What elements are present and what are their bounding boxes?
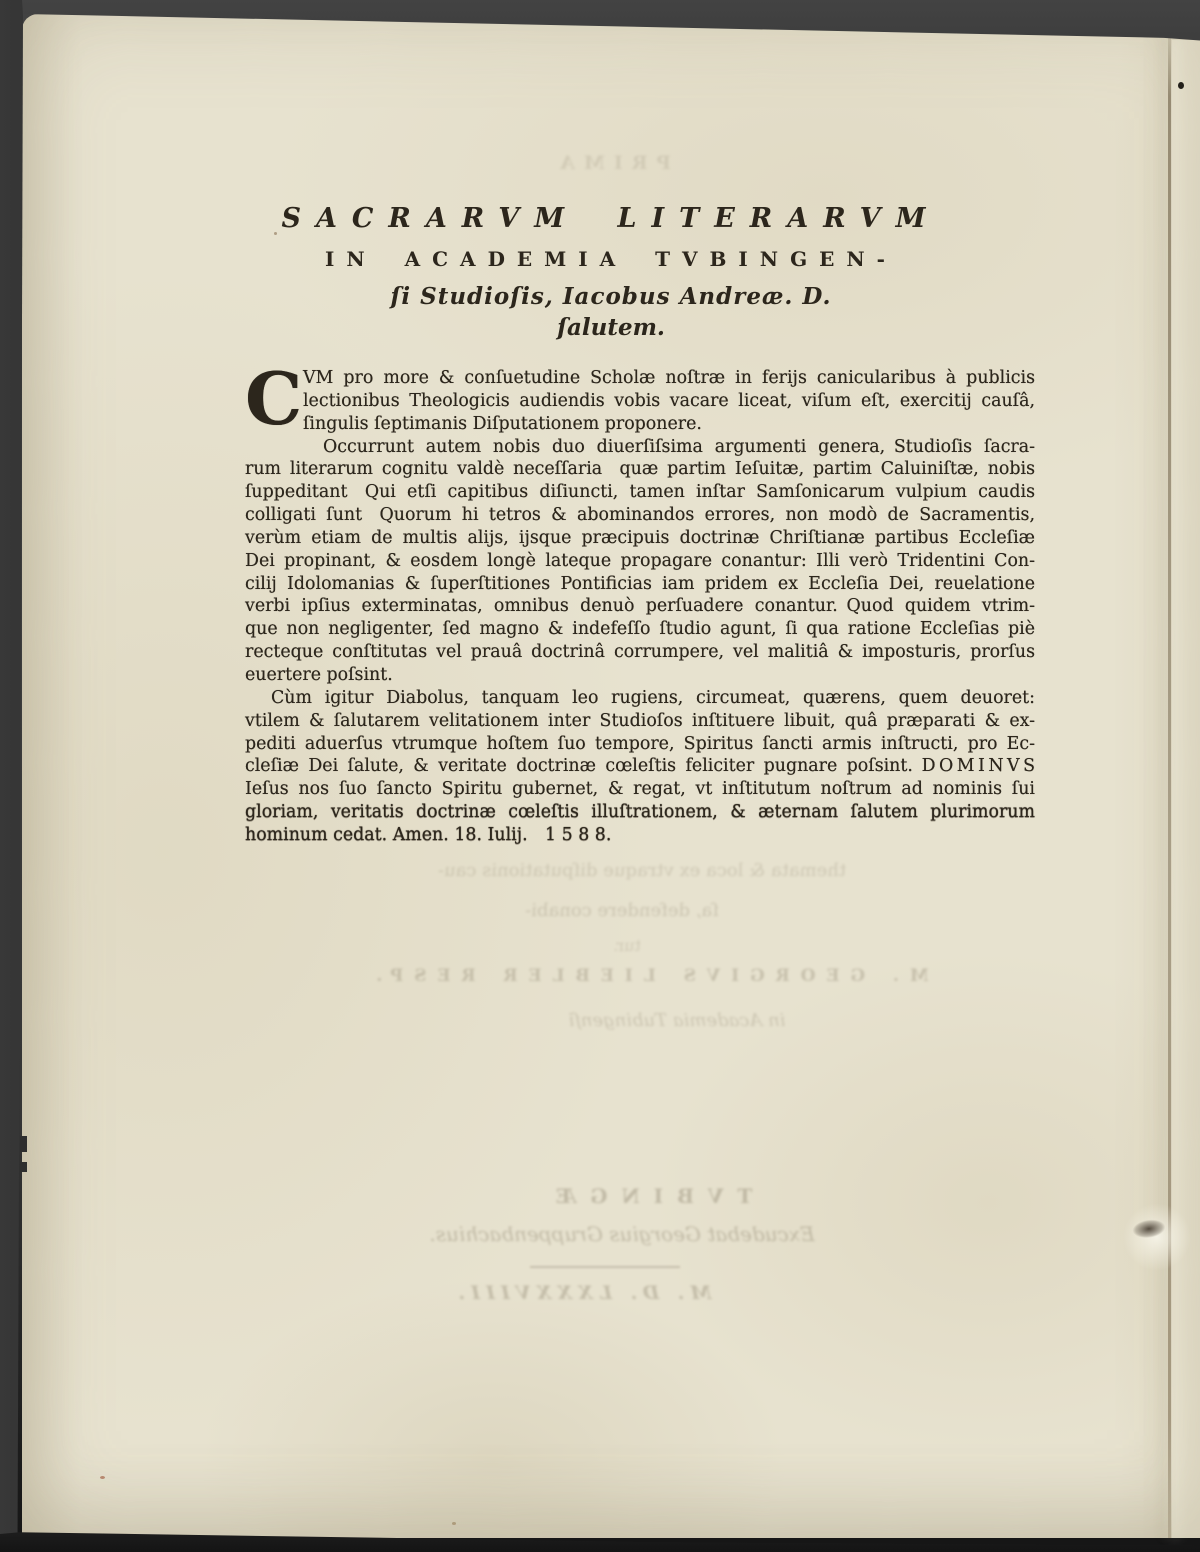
text-line: lectionibus Theologicis audiendis vobis vacare liceat, viſum eſt, exercitij cauſâ, xyxy=(303,390,1035,411)
show-through-imprint-year: M. D. LXXXVIII. xyxy=(452,1282,712,1304)
page-title-line-1: SACRARVM LITERARVM xyxy=(281,203,941,234)
page-title-line-3: ſi Studioſis, Iacobus Andreæ. D. xyxy=(390,283,832,310)
paper-edge-nick xyxy=(20,1136,27,1152)
drop-cap: C xyxy=(245,356,303,441)
show-through-line: in Academia Tubingenſi xyxy=(568,1010,786,1031)
show-through-rule xyxy=(530,1266,680,1268)
text-line: vtilem & ſalutarem velitationem inter Studioſos inſtituere libuit, quâ præparati & ex- xyxy=(245,710,1035,731)
text-line: ſingulis ſeptimanis Diſputationem proponere. xyxy=(303,413,702,434)
scanner-shadow-left xyxy=(0,0,23,1552)
text-line: gloriam, veritatis doctrinæ cœleſtis illuſtrationem, & æternam ſalutem plurimorum xyxy=(245,802,1035,823)
text-line: Cùm igitur Diabolus, tanquam leo rugiens, circumeat, quærens, quem deuoret: xyxy=(271,687,1035,708)
text-line: Ieſus nos ſuo ſancto Spiritu gubernet, & regat, vt inſtitutum noſtrum ad nominis ſui xyxy=(245,779,1035,800)
text-line: colligati ſunt Quorum hi tetros & abominandos errores, non modò de Sacramentis, xyxy=(245,505,1035,526)
text-line: verùm etiam de multis alijs, ijsque præcipuis doctrinæ Chriſtianæ partibus Eccleſiæ xyxy=(245,527,1035,548)
text-line: euertere poſsint. xyxy=(245,664,393,685)
paragraph xyxy=(245,436,1035,687)
show-through-header: PRIMA xyxy=(551,152,671,174)
text-line: Dei propinant, & eosdem longè lateque propagare conantur: Illi verò Tridentini Con- xyxy=(245,550,1035,571)
show-through-imprint-printer: Excudebat Georgius Gruppenbachius. xyxy=(429,1222,815,1246)
text-line: cleſiæ Dei ſalute, & veritate doctrinæ cœleſtis feliciter pugnare poſsint. D O M I N V S xyxy=(245,756,1035,777)
show-through-line: tur. xyxy=(613,936,641,955)
text-line: pediti aduerſus vtrumque hoſtem ſuo tempore, Spiritus ſancti armis inſtructi, pro Ec- xyxy=(245,733,1035,754)
text-line: Occurrunt autem nobis duo diuerſiſsima argumenti genera, Studioſis ſacra- xyxy=(323,436,1035,457)
book-page xyxy=(22,14,1200,1538)
page-title-line-2: IN ACADEMIA TVBINGEN- xyxy=(325,247,897,271)
paper-fleck xyxy=(452,1522,456,1525)
paper-edge-nick xyxy=(20,1162,27,1172)
body-text xyxy=(245,356,1035,847)
text-line: ſuppeditant Qui etſi capitibus diſiuncti, tamen inſtar Samſonicarum vulpium caudis xyxy=(245,482,1035,503)
paragraph xyxy=(245,687,1035,847)
text-line: recteque conſtitutas vel prauâ doctrinâ corrumpere, vel malitiâ & imposturis, prorſus xyxy=(245,642,1035,663)
text-line: cilij Idolomanias & ſuperſtitiones Pontificias iam pridem ex Eccleſia Dei, reuelatione xyxy=(245,573,1035,594)
text-line: que non negligenter, ſed magno & indefeſſo ſtudio agunt, ſi qua ratione Eccleſias piè xyxy=(245,619,1035,640)
text-line: rum literarum cognitu valdè neceſſaria quæ partim Ieſuitæ, partim Caluiniſtæ, nobis xyxy=(245,459,1035,480)
ink-speck xyxy=(1178,82,1184,89)
show-through-line: ſa, defendere conabi- xyxy=(525,900,719,921)
text-line: VM pro more & conſuetudine Scholæ noſtræ in ferijs canicularibus à publicis xyxy=(303,368,1035,388)
paper-fleck xyxy=(100,1476,105,1479)
page-title-line-4: ſalutem. xyxy=(557,314,665,341)
show-through-respondent: M. GEORGIVS LIEBLER RESP. xyxy=(365,966,929,986)
show-through-imprint-place: TVBINGÆ xyxy=(541,1184,753,1208)
show-through-line: themata & loca ex vtraque diſputationis cau- xyxy=(437,860,847,881)
text-line-dateline: hominum cedat. Amen. 18. Iulij. 1 5 8 8. xyxy=(245,824,612,845)
text-line: verbi ipſius exterminatas, omnibus denuò perſuadere conantur. Quod quidem vtrim- xyxy=(245,596,1035,617)
paragraph xyxy=(245,356,1035,441)
